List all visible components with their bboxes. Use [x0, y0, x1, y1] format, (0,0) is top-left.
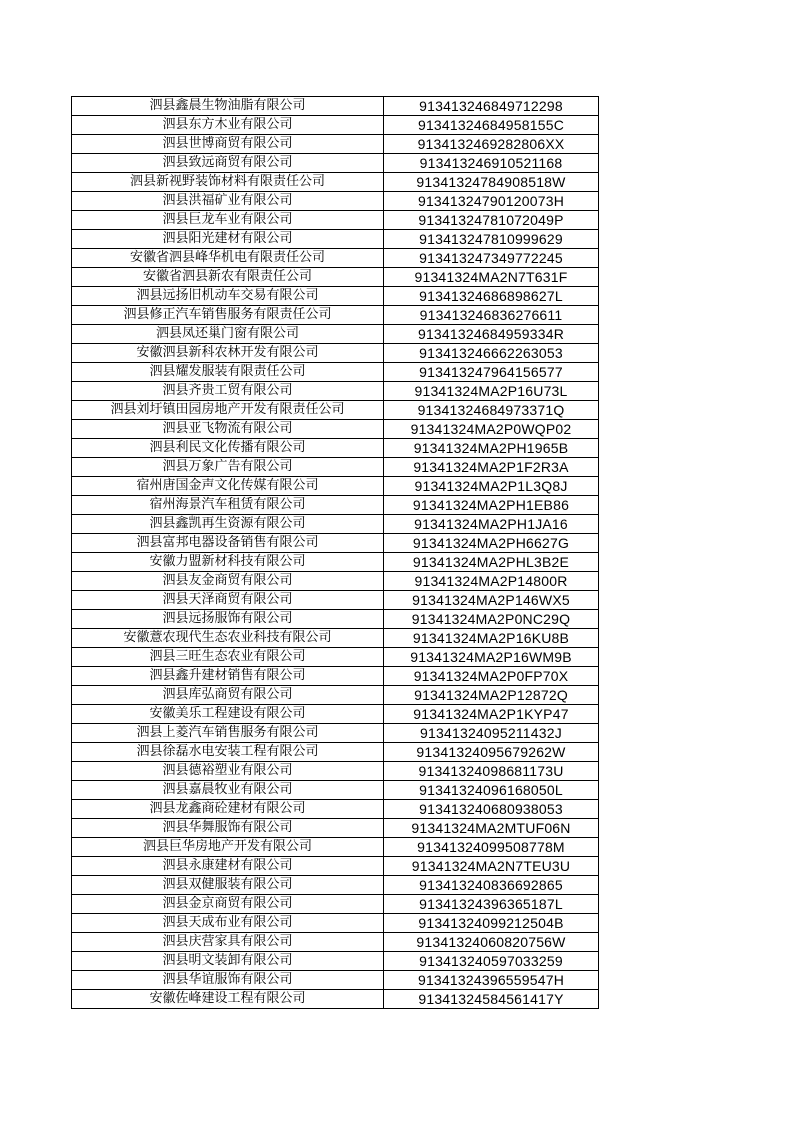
table-row	[72, 838, 599, 857]
table-row	[72, 857, 599, 876]
credit-code-cell: 91341324781072049P	[384, 211, 599, 230]
table-row	[72, 667, 599, 686]
company-name-cell: 泗县友金商贸有限公司	[72, 572, 384, 591]
company-name-cell: 泗县庆营家具有限公司	[72, 933, 384, 952]
table-row	[72, 382, 599, 401]
credit-code-cell: 913413240680938053	[384, 800, 599, 819]
table-row	[72, 648, 599, 667]
credit-code-cell: 91341324684958155C	[384, 116, 599, 135]
credit-code-cell: 91341324MA2MTUF06N	[384, 819, 599, 838]
credit-code-cell: 913413246662263053	[384, 344, 599, 363]
company-name-cell: 泗县上菱汽车销售服务有限公司	[72, 724, 384, 743]
credit-code-cell: 91341324684959334R	[384, 325, 599, 344]
table-row	[72, 819, 599, 838]
table-row	[72, 230, 599, 249]
table-row	[72, 97, 599, 116]
company-name-cell: 安徽省泗县峰华机电有限责任公司	[72, 249, 384, 268]
table-row	[72, 800, 599, 819]
table-row	[72, 933, 599, 952]
credit-code-cell: 91341324MA2PH1JA16	[384, 515, 599, 534]
table-row	[72, 211, 599, 230]
company-credit-code-table	[71, 96, 599, 1009]
credit-code-cell: 91341324MA2P146WX5	[384, 591, 599, 610]
credit-code-cell: 91341324098681173U	[384, 762, 599, 781]
table-row	[72, 990, 599, 1009]
table-row	[72, 439, 599, 458]
company-name-cell: 泗县亚飞物流有限公司	[72, 420, 384, 439]
credit-code-cell: 913413247810999629	[384, 230, 599, 249]
table-row	[72, 895, 599, 914]
company-name-cell: 泗县库弘商贸有限公司	[72, 686, 384, 705]
credit-code-cell: 91341324584561417Y	[384, 990, 599, 1009]
company-name-cell: 泗县巨龙车业有限公司	[72, 211, 384, 230]
credit-code-cell: 91341324MA2P1L3Q8J	[384, 477, 599, 496]
credit-code-cell: 91341324396559547H	[384, 971, 599, 990]
credit-code-cell: 91341324096168050L	[384, 781, 599, 800]
company-name-cell: 泗县世博商贸有限公司	[72, 135, 384, 154]
company-name-cell: 泗县阳光建材有限公司	[72, 230, 384, 249]
company-name-cell: 泗县富邦电器设备销售有限公司	[72, 534, 384, 553]
company-name-cell: 安徽薏农现代生态农业科技有限公司	[72, 629, 384, 648]
table-row	[72, 249, 599, 268]
company-name-cell: 泗县致远商贸有限公司	[72, 154, 384, 173]
table-row	[72, 572, 599, 591]
table-row	[72, 325, 599, 344]
table-row	[72, 154, 599, 173]
credit-code-cell: 91341324MA2N7TEU3U	[384, 857, 599, 876]
company-name-cell: 泗县新视野装饰材料有限责任公司	[72, 173, 384, 192]
table-row	[72, 192, 599, 211]
company-name-cell: 泗县华舞服饰有限公司	[72, 819, 384, 838]
credit-code-cell: 91341324MA2P14800R	[384, 572, 599, 591]
credit-code-cell: 91341324MA2P0NC29Q	[384, 610, 599, 629]
credit-code-cell: 91341324790120073H	[384, 192, 599, 211]
credit-code-cell: 91341324099508778M	[384, 838, 599, 857]
table-row	[72, 173, 599, 192]
company-name-cell: 泗县耀发服装有限责任公司	[72, 363, 384, 382]
credit-code-cell: 913413246849712298	[384, 97, 599, 116]
table-row	[72, 287, 599, 306]
credit-code-cell: 91341324095679262W	[384, 743, 599, 762]
credit-code-cell: 913413247349772245	[384, 249, 599, 268]
credit-code-cell: 9134132469282806XX	[384, 135, 599, 154]
company-name-cell: 泗县三旺生态农业有限公司	[72, 648, 384, 667]
table-row	[72, 401, 599, 420]
company-name-cell: 泗县凤还巢门窗有限公司	[72, 325, 384, 344]
table-row	[72, 420, 599, 439]
credit-code-cell: 913413246836276611	[384, 306, 599, 325]
table-row	[72, 135, 599, 154]
company-name-cell: 安徽泗县新科农林开发有限公司	[72, 344, 384, 363]
company-name-cell: 泗县东方木业有限公司	[72, 116, 384, 135]
credit-code-cell: 91341324MA2N7T631F	[384, 268, 599, 287]
company-name-cell: 泗县利民文化传播有限公司	[72, 439, 384, 458]
table-row	[72, 534, 599, 553]
company-name-cell: 泗县远扬旧机动车交易有限公司	[72, 287, 384, 306]
company-name-cell: 宿州唐国金声文化传媒有限公司	[72, 477, 384, 496]
table-row	[72, 116, 599, 135]
table-row	[72, 876, 599, 895]
company-name-cell: 泗县齐贵工贸有限公司	[72, 382, 384, 401]
table-row	[72, 458, 599, 477]
table-row	[72, 952, 599, 971]
credit-code-cell: 91341324060820756W	[384, 933, 599, 952]
company-name-cell: 泗县鑫晨生物油脂有限公司	[72, 97, 384, 116]
company-name-cell: 泗县鑫凯再生资源有限公司	[72, 515, 384, 534]
table-row	[72, 762, 599, 781]
company-name-cell: 泗县远扬服饰有限公司	[72, 610, 384, 629]
credit-code-cell: 91341324MA2P16U73L	[384, 382, 599, 401]
company-name-cell: 泗县永康建材有限公司	[72, 857, 384, 876]
company-name-cell: 安徽美乐工程建设有限公司	[72, 705, 384, 724]
credit-code-cell: 913413246910521168	[384, 154, 599, 173]
credit-code-cell: 91341324MA2P16KU8B	[384, 629, 599, 648]
company-name-cell: 泗县刘圩镇田园房地产开发有限责任公司	[72, 401, 384, 420]
company-name-cell: 泗县徐磊水电安装工程有限公司	[72, 743, 384, 762]
credit-code-cell: 91341324MA2PH1965B	[384, 439, 599, 458]
company-name-cell: 安徽佐峰建设工程有限公司	[72, 990, 384, 1009]
table-row	[72, 477, 599, 496]
table-row	[72, 743, 599, 762]
table-row	[72, 971, 599, 990]
company-name-cell: 泗县巨华房地产开发有限公司	[72, 838, 384, 857]
company-name-cell: 泗县修正汽车销售服务有限责任公司	[72, 306, 384, 325]
table-row	[72, 344, 599, 363]
company-name-cell: 宿州海景汽车租赁有限公司	[72, 496, 384, 515]
credit-code-cell: 91341324MA2PH1EB86	[384, 496, 599, 515]
table-row	[72, 515, 599, 534]
credit-code-cell: 91341324784908518W	[384, 173, 599, 192]
credit-code-cell: 91341324MA2P1KYP47	[384, 705, 599, 724]
company-name-cell: 泗县龙鑫商砼建材有限公司	[72, 800, 384, 819]
table-row	[72, 496, 599, 515]
credit-code-cell: 91341324MA2P0FP70X	[384, 667, 599, 686]
credit-code-cell: 91341324095211432J	[384, 724, 599, 743]
credit-code-cell: 913413247964156577	[384, 363, 599, 382]
company-name-cell: 泗县鑫升建材销售有限公司	[72, 667, 384, 686]
credit-code-cell: 91341324MA2P16WM9B	[384, 648, 599, 667]
credit-code-cell: 91341324MA2P1F2R3A	[384, 458, 599, 477]
credit-code-cell: 91341324MA2P12872Q	[384, 686, 599, 705]
company-name-cell: 泗县天泽商贸有限公司	[72, 591, 384, 610]
credit-code-cell: 913413240597033259	[384, 952, 599, 971]
credit-code-cell: 913413240836692865	[384, 876, 599, 895]
company-name-cell: 泗县金京商贸有限公司	[72, 895, 384, 914]
table-row	[72, 553, 599, 572]
credit-code-cell: 91341324686898627L	[384, 287, 599, 306]
company-name-cell: 泗县嘉晨牧业有限公司	[72, 781, 384, 800]
table-row	[72, 591, 599, 610]
company-name-cell: 泗县洪福矿业有限公司	[72, 192, 384, 211]
table-body	[72, 97, 599, 1009]
company-name-cell: 泗县万象广告有限公司	[72, 458, 384, 477]
company-name-cell: 安徽省泗县新农有限责任公司	[72, 268, 384, 287]
company-name-cell: 泗县天成布业有限公司	[72, 914, 384, 933]
company-name-cell: 泗县德裕塑业有限公司	[72, 762, 384, 781]
table-row	[72, 306, 599, 325]
company-name-cell: 安徽力盟新材科技有限公司	[72, 553, 384, 572]
credit-code-cell: 91341324MA2PH6627G	[384, 534, 599, 553]
table-row	[72, 268, 599, 287]
table-row	[72, 705, 599, 724]
credit-code-cell: 91341324684973371Q	[384, 401, 599, 420]
credit-code-cell: 91341324099212504B	[384, 914, 599, 933]
table-row	[72, 914, 599, 933]
table-row	[72, 686, 599, 705]
company-name-cell: 泗县华谊服饰有限公司	[72, 971, 384, 990]
table-row	[72, 724, 599, 743]
table-row	[72, 781, 599, 800]
company-name-cell: 泗县明文装卸有限公司	[72, 952, 384, 971]
table-row	[72, 610, 599, 629]
credit-code-cell: 91341324MA2PHL3B2E	[384, 553, 599, 572]
credit-code-cell: 91341324396365187L	[384, 895, 599, 914]
table-row	[72, 629, 599, 648]
table-row	[72, 363, 599, 382]
credit-code-cell: 91341324MA2P0WQP02	[384, 420, 599, 439]
company-name-cell: 泗县双健服装有限公司	[72, 876, 384, 895]
